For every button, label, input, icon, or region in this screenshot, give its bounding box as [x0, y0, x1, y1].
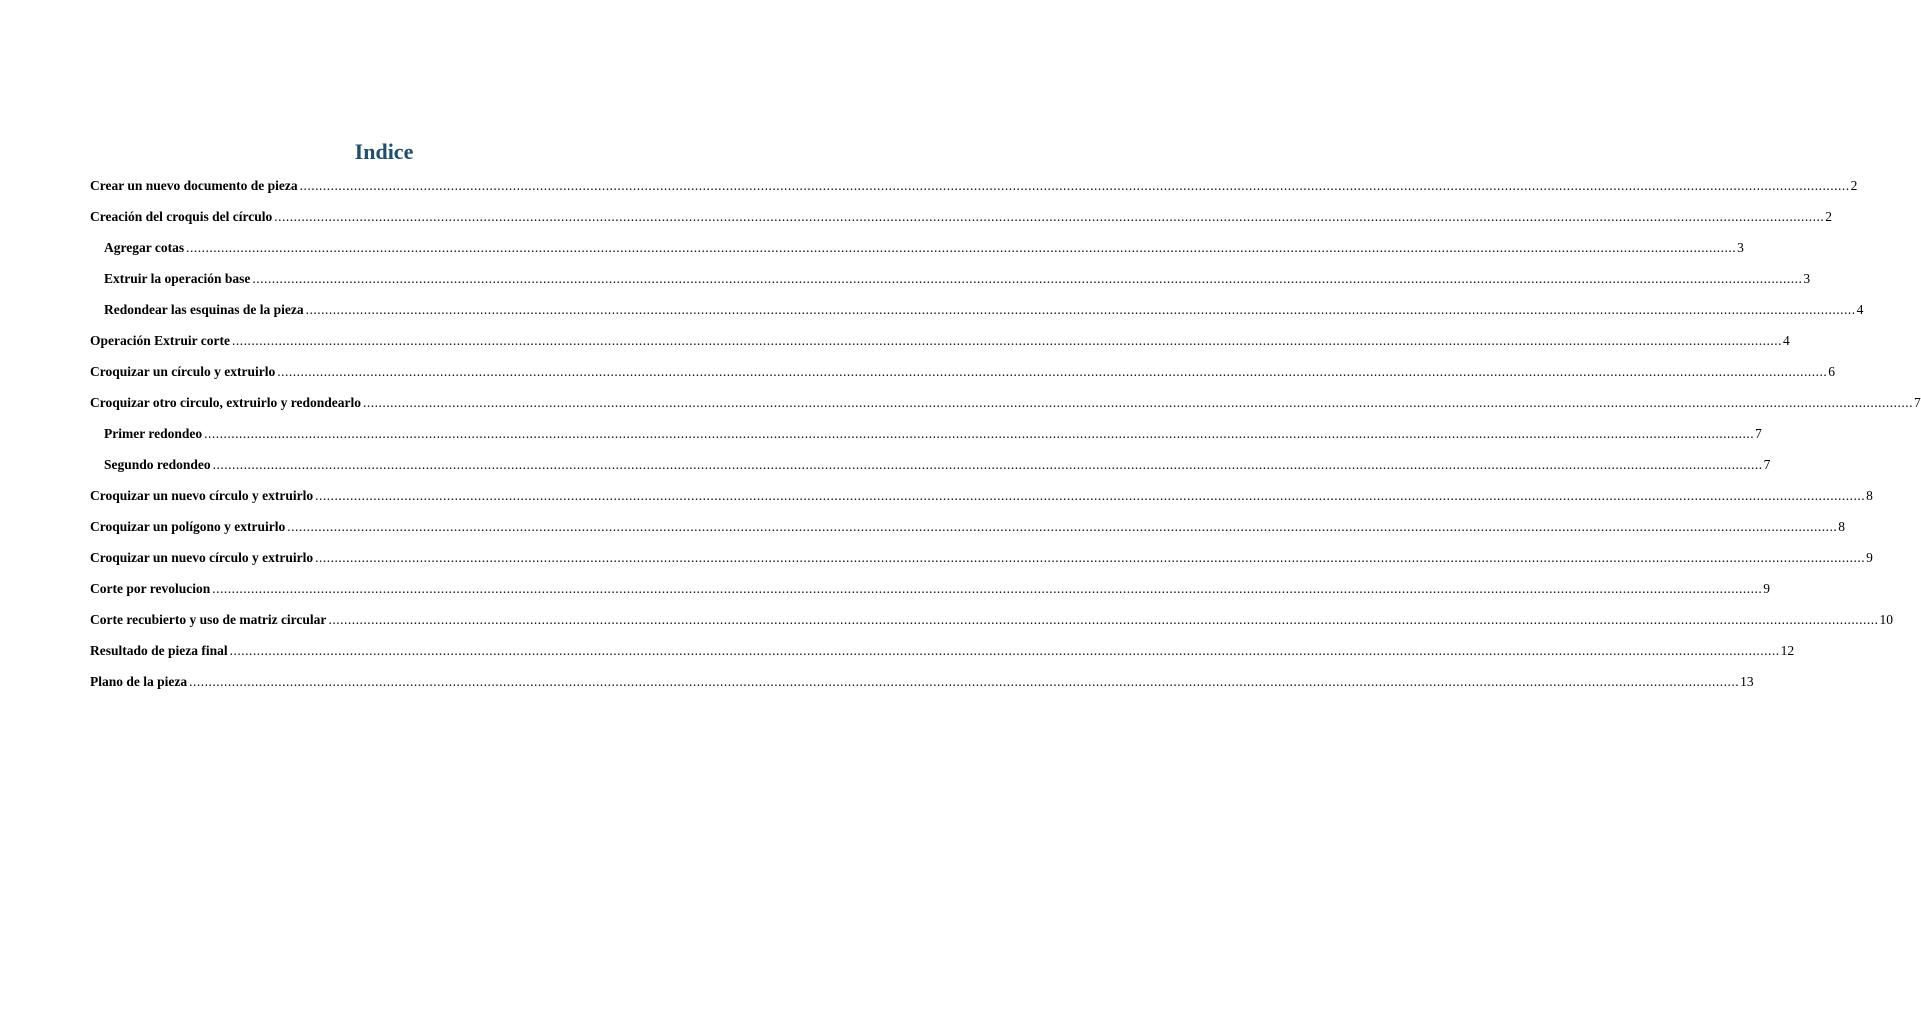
- toc-entry[interactable]: [90, 424, 1762, 455]
- toc-dot-leader: ................................................................................................................................................................................................................................................................................................................................................................................................................: [212, 457, 1763, 472]
- toc-entry-page-number: 7: [1763, 457, 1771, 472]
- toc-entry-page-number: 6: [1828, 364, 1835, 379]
- toc-entry-page-number: 2: [1825, 209, 1832, 224]
- toc-entry-label: Operación Extruir corte: [90, 333, 230, 348]
- toc-dot-leader: ................................................................................................................................................................................................................................................................................................................................................................................................................: [299, 178, 1850, 193]
- toc-entry[interactable]: [90, 455, 1771, 486]
- toc-entry-label: Segundo redondeo: [104, 457, 211, 472]
- toc-dot-leader: ................................................................................................................................................................................................................................................................................................................................................................................................................: [315, 488, 1866, 503]
- toc-entry-label: Corte por revolucion: [90, 581, 211, 596]
- toc-entry[interactable]: [90, 610, 1893, 641]
- toc-entry[interactable]: [90, 486, 1873, 517]
- toc-entry-label: Primer redondeo: [104, 426, 203, 441]
- toc-entry[interactable]: [90, 517, 1846, 548]
- toc-dot-leader: ................................................................................................................................................................................................................................................................................................................................................................................................................: [231, 333, 1782, 348]
- toc-entry-page-number: 3: [1737, 240, 1744, 255]
- toc-entry-label: Corte recubierto y uso de matriz circular: [90, 612, 327, 627]
- toc-entry[interactable]: [90, 207, 1832, 238]
- toc-entry-label: Crear un nuevo documento de pieza: [90, 178, 298, 193]
- toc-entry[interactable]: [90, 362, 1835, 393]
- toc-entry[interactable]: [90, 393, 1921, 424]
- toc-entry-label: Croquizar un círculo y extruirlo: [90, 364, 276, 379]
- toc-dot-leader: ................................................................................................................................................................................................................................................................................................................................................................................................................: [328, 612, 1879, 627]
- toc-entry-label: Redondear las esquinas de la pieza: [104, 302, 304, 317]
- toc-entry-label: Croquizar otro circulo, extruirlo y redondearlo: [90, 395, 361, 410]
- toc-entry[interactable]: [90, 579, 1770, 610]
- toc-entry[interactable]: [90, 176, 1858, 207]
- toc-entry[interactable]: [90, 672, 1754, 703]
- toc-entry-page-number: 4: [1856, 302, 1864, 317]
- toc-entry-page-number: 7: [1913, 395, 1921, 410]
- toc-entry-label: Agregar cotas: [104, 240, 185, 255]
- toc-dot-leader: ................................................................................................................................................................................................................................................................................................................................................................................................................: [189, 674, 1740, 689]
- toc-entry-page-number: 13: [1740, 674, 1754, 689]
- toc-dot-leader: ................................................................................................................................................................................................................................................................................................................................................................................................................: [252, 271, 1803, 286]
- toc-entry[interactable]: [90, 548, 1873, 579]
- toc-dot-leader: ................................................................................................................................................................................................................................................................................................................................................................................................................: [362, 395, 1913, 410]
- toc-dot-leader: ................................................................................................................................................................................................................................................................................................................................................................................................................: [204, 426, 1755, 441]
- toc-entry-label: Extruir la operación base: [104, 271, 251, 286]
- toc-entry[interactable]: [90, 300, 1864, 331]
- toc-entry-page-number: 3: [1803, 271, 1811, 286]
- toc-entry-page-number: 2: [1850, 178, 1858, 193]
- toc-entry-label: Croquizar un nuevo círculo y extruirlo: [90, 488, 314, 503]
- toc-entry-page-number: 9: [1866, 550, 1873, 565]
- toc-entry[interactable]: [90, 641, 1795, 672]
- toc-entry-label: Croquizar un nuevo círculo y extruirlo: [90, 550, 314, 565]
- toc-entry-label: Resultado de pieza final: [90, 643, 228, 658]
- toc-entry[interactable]: [90, 238, 1744, 269]
- toc-entry-label: Plano de la pieza: [90, 674, 188, 689]
- table-of-contents: [90, 176, 1921, 703]
- toc-entry-page-number: 10: [1879, 612, 1893, 627]
- toc-dot-leader: ................................................................................................................................................................................................................................................................................................................................................................................................................: [287, 519, 1838, 534]
- toc-entry[interactable]: [90, 269, 1811, 300]
- toc-dot-leader: ................................................................................................................................................................................................................................................................................................................................................................................................................: [305, 302, 1856, 317]
- toc-dot-leader: ................................................................................................................................................................................................................................................................................................................................................................................................................: [212, 581, 1763, 596]
- toc-entry-page-number: 12: [1780, 643, 1795, 658]
- toc-entry-page-number: 9: [1763, 581, 1770, 596]
- toc-entry-label: Creación del croquis del círculo: [90, 209, 273, 224]
- toc-dot-leader: ................................................................................................................................................................................................................................................................................................................................................................................................................: [315, 550, 1866, 565]
- toc-dot-leader: ................................................................................................................................................................................................................................................................................................................................................................................................................: [274, 209, 1825, 224]
- toc-entry[interactable]: [90, 331, 1790, 362]
- toc-entry-page-number: 7: [1755, 426, 1762, 441]
- toc-entry-page-number: 4: [1782, 333, 1790, 348]
- toc-entry-page-number: 8: [1838, 519, 1846, 534]
- toc-dot-leader: ................................................................................................................................................................................................................................................................................................................................................................................................................: [229, 643, 1780, 658]
- toc-entry-label: Croquizar un polígono y extruirlo: [90, 519, 286, 534]
- toc-dot-leader: ................................................................................................................................................................................................................................................................................................................................................................................................................: [277, 364, 1828, 379]
- toc-title: Indice: [354, 139, 414, 164]
- toc-entry-page-number: 8: [1866, 488, 1873, 503]
- toc-dot-leader: ................................................................................................................................................................................................................................................................................................................................................................................................................: [186, 240, 1737, 255]
